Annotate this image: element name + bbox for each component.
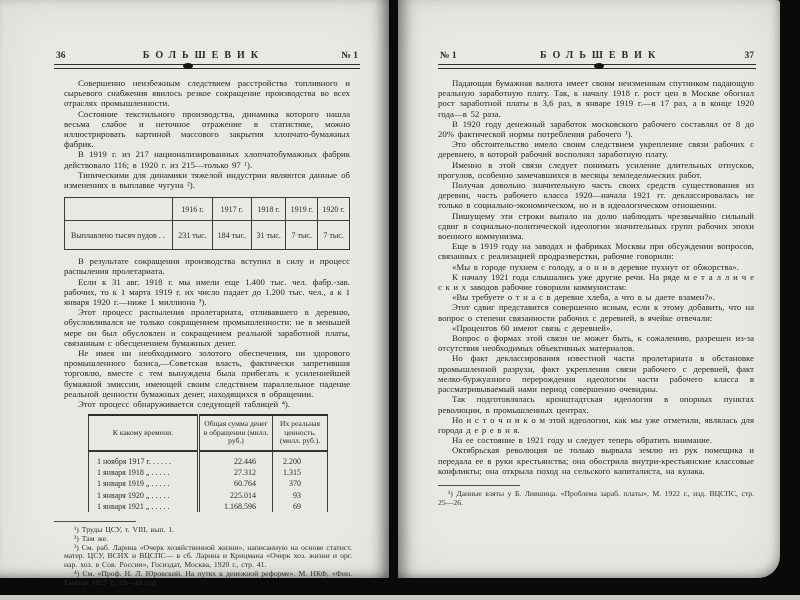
year-header: 1920 г.: [318, 198, 350, 221]
value-cell: 22.446: [198, 451, 272, 467]
right-running-head: [436, 50, 758, 61]
table-row: [89, 490, 328, 501]
value-cell: 27.312: [198, 467, 272, 478]
paragraph: Падающая бумажная валюта имеет своим неизменным спутником падающую реальную заработную плату. Так, к началу 1918 г. рост цен в Москве обогнал рост заработной платы в 3,6 раз, в январе 1919 г.—в 17 раз, а в конце 1920 года—в 52 раза.: [438, 78, 754, 119]
year-header: 1917 г.: [212, 198, 251, 221]
value-cell: 1.315: [273, 467, 328, 478]
paragraph: Пишущему эти строки выпало на долю наблюдать чрезвычайно сильный сдвиг в социально-политической идеологии значительных групп рабочих эпохи военного коммунизма.: [438, 210, 754, 242]
paragraph: В 1920 году денежный заработок московского рабочего составлял от 8 до 20% фактической нормы потребления рабочего ¹).: [438, 118, 754, 140]
table-header-row: [65, 198, 350, 221]
footnote: ⁴) См. «Проф. Н. Л. Юровский. На путях к денежной реформе». М. НКФ, «Фин. Газета» 1927 г., 19—21 стр.: [64, 569, 352, 587]
empty-header-cell: [65, 198, 173, 221]
value-cell: 370: [273, 478, 328, 489]
left-running-head: [52, 50, 362, 61]
paragraph: В результате сокращения производства вступил в силу и процесс распыления пролетариата.: [64, 256, 350, 277]
table-row: [89, 451, 328, 467]
value-cell: 7 тыс.: [286, 221, 318, 250]
right-page-number: 37: [744, 51, 754, 61]
journal-title: БОЛЬШЕВИК: [539, 50, 662, 61]
footnote: ³) См. раб. Ларина «Очерк хозяйственной жизни», написанную на основе статист. матер. ЦСУ, ВСНХ и ВЦСПС— в сб. Ларина и Крицмана «Очерк хоз. жизни и орг. нар. хоз. в Сов. России», Госиздат, Москва, 1920 г., стр. 41.: [64, 542, 352, 570]
paragraph: Октябрьская революция не только вырвала землю из рук помещика и передала ее в руки крестьянства; она обострила внутри-крестьянские классовые конфликты; она открыла поход на сельского капиталиста, на кулака.: [438, 445, 754, 476]
paragraph: На ее состояние в 1921 году и следует теперь обратить внимание.: [452, 435, 712, 446]
left-issue-label: № 1: [341, 51, 358, 61]
paragraph: Совершенно неизбежным следствием расстройства топливного и сырьевого снабжения явилось резкое сокращение производства во всех отраслях промышленности.: [64, 78, 350, 109]
ink-blot: [594, 63, 604, 69]
left-body: [64, 78, 350, 512]
right-page: [398, 0, 780, 578]
money-circulation-table: [88, 414, 328, 512]
right-footnotes: [438, 490, 754, 508]
paragraph: Так подготовлялась кронштадтская идеология в опорных пунктах революции, в промышленных центрах.: [438, 394, 754, 415]
paragraph: Этот процесс распыления пролетариата, отливавшего в деревню, обусловливался не только сокращением промышленности: не в меньшей мере он был обусловлен и сокращением реальной заработной платы, связанным с обесценением бумажных денег.: [64, 307, 350, 348]
value-cell: 31 тыс.: [252, 221, 286, 250]
table-row: [89, 467, 328, 478]
paragraph: В 1919 г. из 217 национализированных хлопчатобумажных фабрик действовало 116; в 1920 г. из 215—только 97 ¹).: [64, 149, 350, 170]
paragraph: Еще в 1919 году на заводах и фабриках Москвы при обсуждении вопросов, связанных с реализацией продразверстки, рабочие говорили:: [438, 241, 754, 262]
ink-blot: [183, 63, 193, 69]
column-header: К какому времени.: [89, 415, 199, 451]
column-header: Их реальная ценность. (милл. руб.).: [273, 415, 328, 451]
head-rule: [54, 64, 360, 69]
left-footnotes: [64, 526, 352, 588]
paragraph: Если к 31 авг. 1918 г. мы имели еще 1.400 тыс. чел. фабр.-зав. рабочих, то к 1 марта 1919 г. их число падает до 1.200 тыс. чел., а к 1 января 1920 г.—ниже 1 миллиона ³).: [64, 276, 350, 308]
date-cell: 1 ноября 1917 г. . . . . .: [97, 457, 171, 467]
paragraph: Этот процесс обнаруживается следующей таблицей ⁴).: [78, 399, 291, 410]
quote-paragraph: «Процентов 60 имеют связь с деревней».: [452, 322, 613, 333]
right-issue-label: № 1: [440, 51, 457, 61]
date-cell: 1 января 1918 „ . . . . .: [97, 468, 170, 478]
paragraph: Это обстоятельство имело своим следствием укрепление связи рабочих с деревнею, в которой рабочий восполнял заработную плату.: [438, 139, 754, 160]
row-label: Выплавлено тысяч пудов . .: [65, 221, 173, 250]
left-page: [0, 0, 389, 587]
column-header: Общая сумма денег в обращении (милл. руб.): [198, 415, 272, 451]
value-cell: 7 тыс.: [318, 221, 350, 250]
paragraph: Состояние текстильного производства, динамика которого нашла весьма слабое и неточное отражение в статистике, можно иллюстрировать картиной массового закрытия хлопчато-бумажных фабрик.: [64, 108, 350, 150]
value-cell: 2.200: [273, 451, 328, 467]
value-cell: 1.168.596: [198, 501, 272, 512]
paragraph: К началу 1921 года слышались уже другие речи. На ряде м е т а л л и ч е с к и х заводов рабочие говорили коммунистам:: [438, 271, 754, 293]
date-cell: 1 января 1919 „ . . . . .: [97, 479, 170, 489]
iron-output-table: [64, 197, 350, 250]
date-cell: 1 января 1921 „ . . . . .: [97, 501, 170, 511]
paragraph: Вопрос о формах этой связи не может быть, к сожалению, разрешен из-за отсутствия необходимых объективных материалов.: [438, 333, 754, 354]
table-row: [89, 501, 328, 512]
paragraph: Этот сдвиг представится совершенно ясным, если к этому добавить, что на вопрос о степени связанности рабочих с деревней, в ячейке отвечали:: [438, 302, 754, 323]
footnote: ²) Там же.: [74, 533, 109, 543]
value-cell: 69: [273, 501, 328, 512]
photo-bottom-strip: [0, 595, 800, 600]
year-header: 1916 г.: [173, 198, 212, 221]
year-header: 1919 г.: [286, 198, 318, 221]
quote-paragraph: «Мы в городе пухнем с голоду, а о н и в деревне пухнут от обжорства».: [452, 261, 739, 272]
value-cell: 231 тыс.: [173, 221, 212, 250]
journal-title: БОЛЬШЕВИК: [142, 50, 265, 61]
paragraph: Но и с т о ч н и к о м этой идеологии, как мы уже отметили, являлась для города д е р е в н я.: [438, 414, 754, 435]
left-page-number: 36: [56, 51, 66, 61]
paragraph: Не имея ни необходимого золотого обеспечения, ни здорового промышленного базиса,—Советская власть, фактически запретившая торговлю, вместе с тем вынуждена была прибегать к усиленнейшей бумажной эмиссии, имеющей своим следствием параллельное падение реальной ценности бумажных денег, находящихся в обращении.: [64, 348, 350, 399]
value-cell: 93: [273, 490, 328, 501]
paragraph: Получая довольно значительную часть своих средств существования из деревни, часть рабочего класса 1920—начала 1921 гг. деклассировалась не только в социально-экономическом, но и в идеологическом отношении.: [438, 180, 754, 211]
value-cell: 225.014: [198, 490, 272, 501]
right-body: [438, 78, 754, 476]
paragraph: Именно в этой связи следует понимать усиление длительных отпусков, прогулов, особенно замечавшихся в месяцы земледельческих работ.: [438, 159, 754, 180]
paragraph: Но факт деклассирования известной части пролетариата в обстановке промышленной разрухи, факт укрепления связи рабочего с деревней, факт мелко-буржуазного перерождения идеологии части рабочего класса в рассматривываемый нами период совершенно очевидны.: [438, 353, 754, 395]
footnote: ¹) Данные взяты у Б. Лившица. «Проблема зараб. платы», М. 1922 г., изд. ВЦСПС, стр. 25—26.: [438, 488, 754, 507]
value-cell: 60.764: [198, 478, 272, 489]
head-rule: [438, 64, 756, 69]
footnote-rule: [54, 521, 136, 522]
footnote: ¹) Труды ЦСУ, т. VIII, вып. 1.: [74, 525, 175, 535]
footnote-rule: [438, 485, 520, 486]
date-cell: 1 января 1920 „ . . . . .: [97, 490, 170, 500]
quote-paragraph: «Вы требуете о т н а с в деревне хлеба, а что в ы даете взамен?».: [452, 292, 715, 303]
table-row: [65, 221, 350, 250]
table-header-row: [89, 415, 328, 451]
value-cell: 184 тыс.: [212, 221, 251, 250]
year-header: 1918 г.: [252, 198, 286, 221]
table-row: [89, 478, 328, 489]
paragraph: Типическими для динамики тяжелой индустрии являются данные об изменениях в выплавке чугуна ²).: [64, 169, 350, 191]
